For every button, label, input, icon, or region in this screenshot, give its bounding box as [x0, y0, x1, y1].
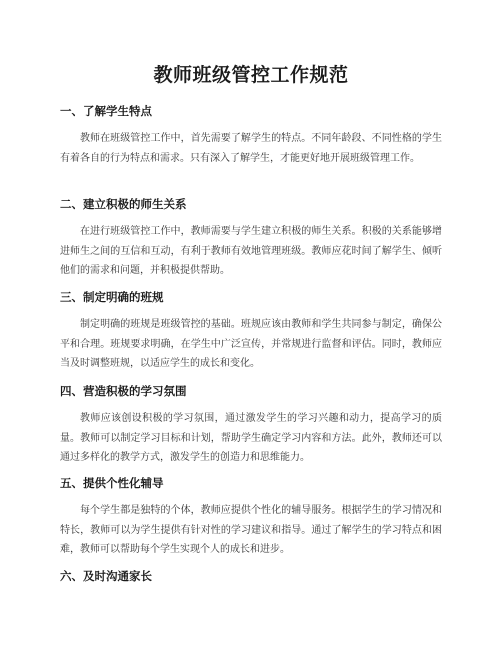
section-class-rules [60, 289, 442, 374]
section-paragraph: 制定明确的班规是班级管控的基础。班规应该由教师和学生共同参与制定，确保公平和合理。班规要求明确，在学生中广泛宣传，并常规进行监督和评估。同时，教师应当及时调整班规，以适应学生的成长和变化。 [60, 319, 442, 369]
document-title: 教师班级管控工作规范 [153, 64, 349, 86]
section-heading: 五、提供个性化辅导 [60, 476, 164, 490]
section-understand-students [60, 103, 442, 168]
section-heading: 一、了解学生特点 [60, 104, 152, 118]
section-parent-communication [60, 568, 442, 584]
section-paragraph: 教师在班级管控工作中，首先需要了解学生的特点。不同年龄段、不同性格的学生有着各自的行为特点和需求。只有深入了解学生，才能更好地开展班级管理工作。 [60, 133, 442, 164]
section-heading: 四、营造积极的学习氛围 [60, 384, 187, 398]
section-learning-atmosphere [60, 383, 442, 468]
section-heading: 二、建立积极的师生关系 [60, 197, 187, 211]
section-teacher-student-relationship [60, 196, 442, 281]
section-paragraph: 教师应该创设积极的学习氛围，通过激发学生的学习兴趣和动力，提高学习的质量。教师可以制定学习目标和计划，帮助学生确定学习内容和方法。此外，教师还可以通过多样化的教学方式，激发学生的创造力和思维能力。 [60, 413, 442, 463]
section-heading: 三、制定明确的班规 [60, 290, 164, 304]
section-paragraph: 每个学生都是独特的个体，教师应提供个性化的辅导服务。根据学生的学习情况和特长，教师可以为学生提供有针对性的学习建议和指导。通过了解学生的学习特点和困难，教师可以帮助每个学生实现个人的成长和进步。 [60, 505, 442, 555]
section-heading: 六、及时沟通家长 [60, 569, 152, 583]
section-personalized-tutoring [60, 475, 442, 560]
section-paragraph: 在进行班级管控工作中，教师需要与学生建立积极的师生关系。积极的关系能够增进师生之间的互信和互动，有利于教师有效地管理班级。教师应花时间了解学生、倾听他们的需求和问题，并积极提供帮助。 [60, 226, 442, 276]
